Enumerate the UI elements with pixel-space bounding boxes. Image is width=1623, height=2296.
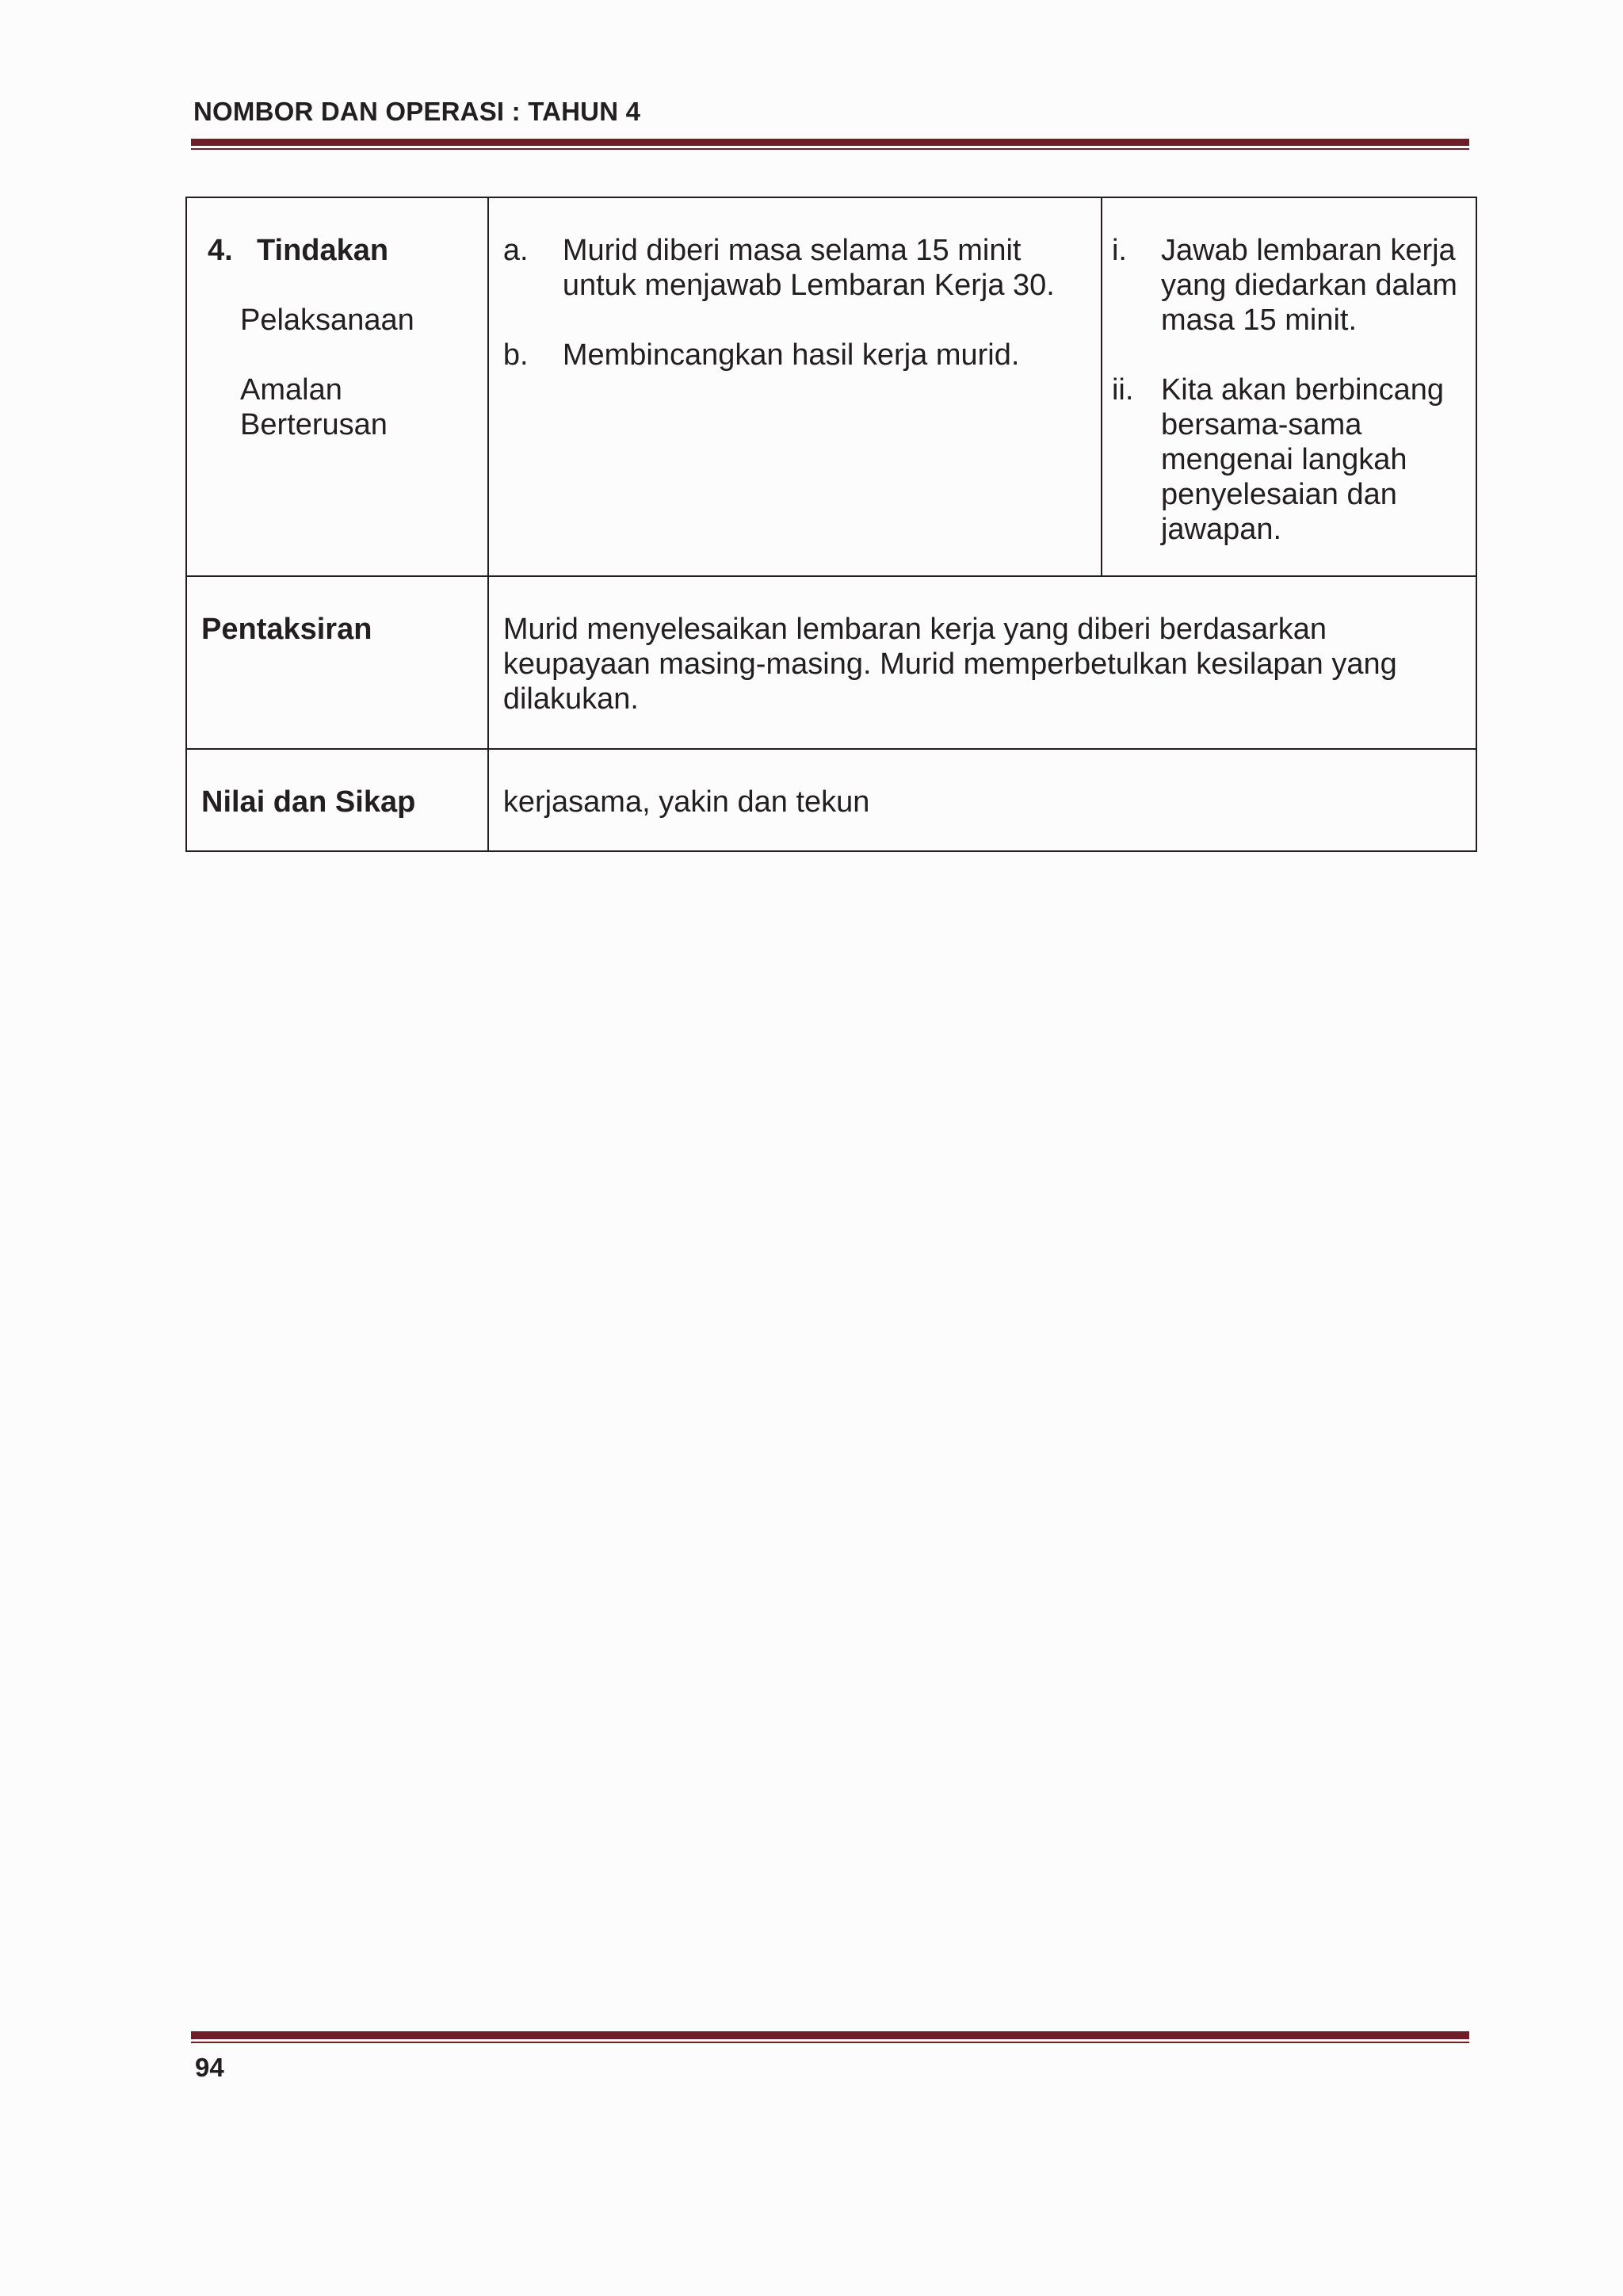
list-marker: a. xyxy=(502,234,529,267)
step-heading xyxy=(208,233,487,268)
list-item xyxy=(1112,372,1460,547)
list-marker: b. xyxy=(502,338,529,372)
list-item-text: Jawab lembaran kerja yang diedarkan dalam masa 15 minit. xyxy=(1160,234,1457,337)
values-text-cell xyxy=(488,749,1476,851)
lesson-plan-table xyxy=(185,197,1477,852)
footer-divider xyxy=(191,2031,1469,2043)
list-item-text: Murid diberi masa selama 15 minit untuk menjawab Lembaran Kerja 30. xyxy=(562,234,1055,302)
step-title: Tindakan xyxy=(257,234,389,267)
list-marker: ii. xyxy=(1111,373,1134,407)
table-row-tindakan xyxy=(186,197,1476,576)
pupil-instructions-cell xyxy=(1102,197,1476,576)
step-sub-items xyxy=(208,303,487,442)
assessment-label: Pentaksiran xyxy=(201,613,372,646)
step-number: 4. xyxy=(208,234,233,267)
values-label-cell xyxy=(186,749,488,851)
values-text: kerjasama, yakin dan tekun xyxy=(502,785,870,819)
page-number: 94 xyxy=(195,2053,224,2082)
step-cell xyxy=(186,197,488,576)
list-item xyxy=(503,233,1085,303)
values-label: Nilai dan Sikap xyxy=(201,785,416,819)
list-item xyxy=(1112,233,1460,338)
header-divider xyxy=(191,139,1469,150)
step-sub-item: Amalan Berterusan xyxy=(240,373,388,441)
assessment-text: Murid menyelesaikan lembaran kerja yang diberi berdasarkan keupayaan masing-masing. Murid memperbetulkan kesilapan yang dilakukan. xyxy=(502,613,1397,716)
list-item-text: Kita akan berbincang bersama-sama mengenai langkah penyelesaian dan jawapan. xyxy=(1160,373,1444,546)
table-row-nilai xyxy=(186,749,1476,851)
table-row-pentaksiran xyxy=(186,576,1476,749)
list-marker: i. xyxy=(1111,234,1127,267)
list-item-text: Membincangkan hasil kerja murid. xyxy=(562,338,1020,372)
assessment-text-cell xyxy=(488,576,1476,749)
assessment-label-cell xyxy=(186,576,488,749)
page-header-title: NOMBOR DAN OPERASI : TAHUN 4 xyxy=(193,97,641,126)
step-sub-item: Pelaksanaan xyxy=(240,304,414,337)
teacher-activities-cell xyxy=(488,197,1102,576)
list-item xyxy=(503,338,1085,372)
